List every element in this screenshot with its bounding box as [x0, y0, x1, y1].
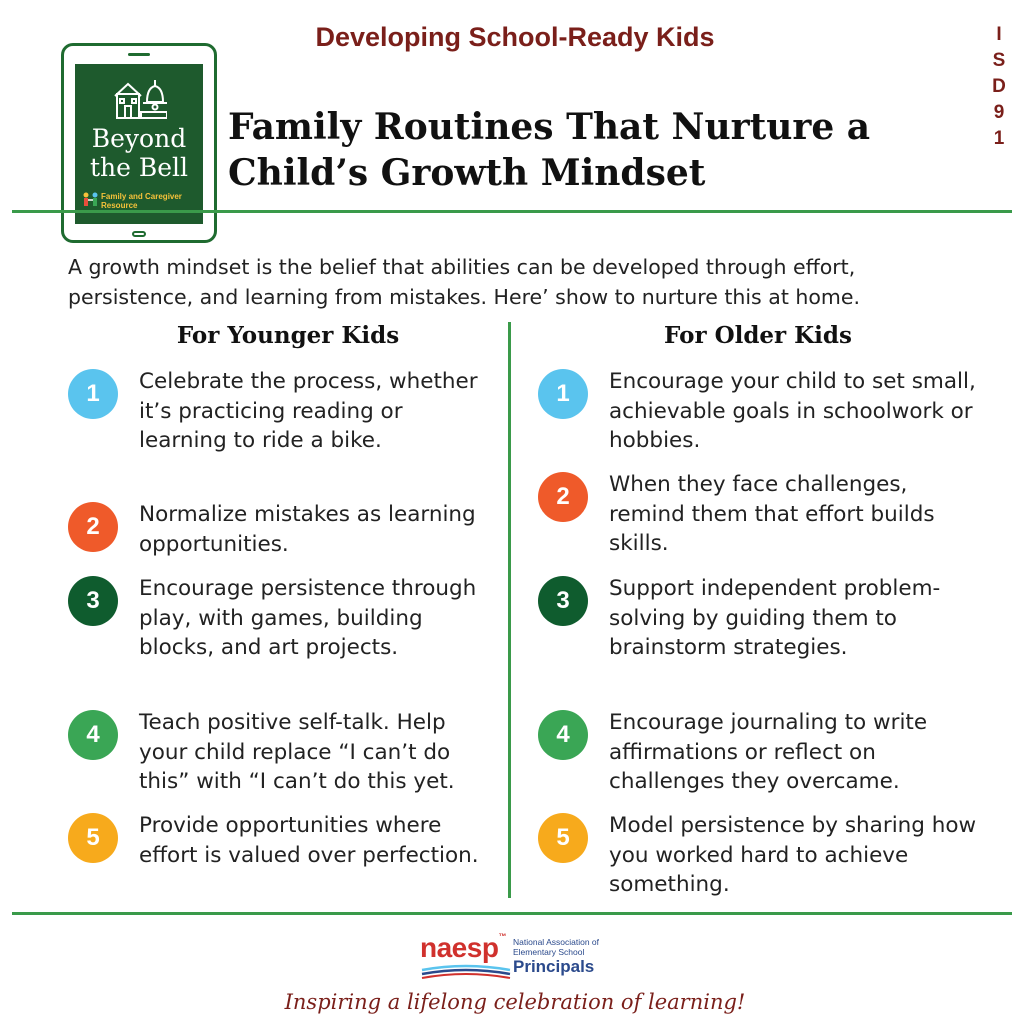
- intro-text: [68, 252, 968, 312]
- naesp-wordmark: naesp™: [420, 932, 506, 963]
- page-title: [228, 104, 928, 196]
- naesp-logo: [420, 928, 620, 982]
- side-letter: 1: [993, 128, 1005, 149]
- logo-subtitle: [79, 192, 203, 210]
- beyond-the-bell-logo: [61, 43, 217, 243]
- page-title-line: Family Routines That Nurture a: [228, 106, 871, 148]
- side-letters: [984, 22, 1014, 152]
- series-title: Developing School-Ready Kids: [315, 22, 715, 52]
- list-item-text: Encourage your child to set small, achievable goals in schoolwork or hobbies.: [609, 369, 976, 453]
- naesp-org-line: National Association of: [513, 937, 599, 947]
- side-letter: I: [996, 24, 1002, 45]
- number-badge: 2: [538, 472, 588, 522]
- list-item-text: Teach positive self-talk. Help your child replace “I can’t do this” with “I can’t do this yet.: [139, 710, 455, 794]
- younger-kids-heading: For Younger Kids: [176, 322, 400, 349]
- naesp-word: naesp: [420, 932, 499, 963]
- logo-title-line: the Bell: [89, 153, 189, 182]
- number-badge: 3: [68, 576, 118, 626]
- side-letter: D: [992, 76, 1006, 97]
- number-badge: 4: [68, 710, 118, 760]
- logo-title: [75, 124, 203, 182]
- tagline: Inspiring a lifelong celebration of learning!: [284, 990, 746, 1014]
- naesp-org-line: Elementary School: [513, 947, 585, 957]
- list-item-text: Provide opportunities where effort is valued over perfection.: [139, 813, 479, 868]
- list-item-text: Normalize mistakes as learning opportunities.: [139, 502, 476, 557]
- logo-screen: [75, 64, 203, 224]
- tablet-speaker: [128, 53, 150, 56]
- top-divider: [12, 210, 1012, 213]
- side-letter: S: [992, 50, 1006, 71]
- swoosh-icon: [420, 964, 512, 980]
- schoolhouse-bell-icon: [113, 72, 167, 122]
- number-badge: 5: [538, 813, 588, 863]
- number-badge: 1: [538, 369, 588, 419]
- list-item-text: Encourage persistence through play, with games, building blocks, and art projects.: [139, 576, 477, 660]
- intro-line: A growth mindset is the belief that abilities can be developed through effort,: [68, 255, 856, 279]
- page-title-line: Child’s Growth Mindset: [228, 152, 706, 194]
- list-item-text: When they face challenges, remind them that effort builds skills.: [609, 472, 935, 556]
- side-letter: 9: [993, 102, 1005, 123]
- list-item-text: Support independent problem-solving by guiding them to brainstorm strategies.: [609, 576, 941, 660]
- logo-subtitle-line: Resource: [101, 201, 138, 210]
- list-item-text: Encourage journaling to write affirmations or reflect on challenges they overcame.: [609, 710, 928, 794]
- number-badge: 2: [68, 502, 118, 552]
- bottom-divider: [12, 912, 1012, 915]
- tablet-home-button: [132, 231, 146, 237]
- number-badge: 1: [68, 369, 118, 419]
- number-badge: 4: [538, 710, 588, 760]
- naesp-principals: Principals: [513, 957, 595, 976]
- older-kids-heading: For Older Kids: [664, 322, 852, 349]
- number-badge: 3: [538, 576, 588, 626]
- logo-title-line: Beyond: [91, 124, 187, 153]
- list-item-text: Celebrate the process, whether it’s practicing reading or learning to ride a bike.: [139, 369, 478, 453]
- number-badge: 5: [68, 813, 118, 863]
- naesp-org-name: [513, 937, 623, 957]
- column-divider: [508, 322, 511, 898]
- intro-line: persistence, and learning from mistakes. Here’ show to nurture this at home.: [68, 285, 861, 309]
- logo-subtitle-line: Family and Caregiver: [101, 192, 182, 201]
- list-item-text: Model persistence by sharing how you worked hard to achieve something.: [609, 813, 977, 897]
